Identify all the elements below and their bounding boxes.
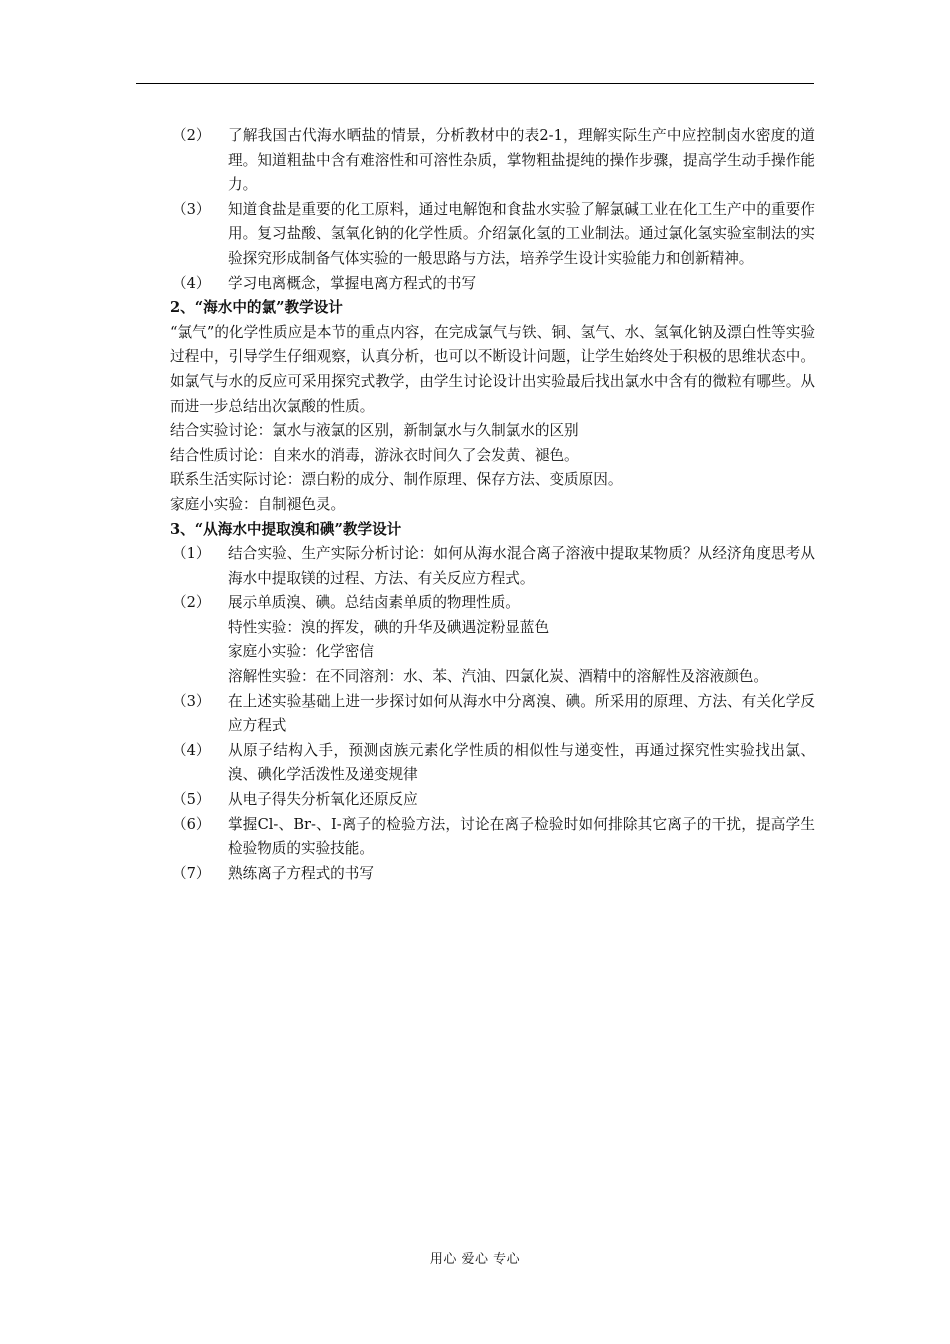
item-text: 从原子结构入手，预测卤族元素化学性质的相似性与递变性，再通过探究性实验找出氯、溴、碘化学活泼性及递变规律 <box>228 741 815 784</box>
list-item <box>170 813 815 862</box>
item-text: 从电子得失分析氧化还原反应 <box>228 791 418 809</box>
list-item <box>170 739 815 788</box>
discussion-line: 家庭小实验：自制褪色灵。 <box>170 495 346 513</box>
item-number: （4） <box>172 741 211 759</box>
list-item <box>170 690 815 739</box>
item-number: （3） <box>172 692 211 710</box>
list-item <box>170 788 815 813</box>
item-text: 结合实验、生产实际分析讨论：如何从海水混合离子溶液中提取某物质？从经济角度思考从海水中提取镁的过程、方法、有关反应方程式。 <box>228 545 815 587</box>
discussion-line: 结合性质讨论：自来水的消毒，游泳衣时间久了会发黄、褪色。 <box>170 446 579 464</box>
item-text: 展示单质溴、碘。总结卤素单质的物理性质。 <box>228 594 520 612</box>
list-item <box>170 198 815 272</box>
item-text: 熟练离子方程式的书写 <box>228 864 374 882</box>
item-text: 了解我国古代海水晒盐的情景，分析教材中的表2-1，理解实际生产中应控制卤水密度的道理。知道粗盐中含有难溶性和可溶性杂质，掌物粗盐提纯的操作步骤，提高学生动手操作能力。 <box>228 127 815 194</box>
sub-line: 溶解性实验：在不同溶剂：水、苯、汽油、四氯化炭、酒精中的溶解性及溶液颜色。 <box>228 668 768 686</box>
item-body <box>228 591 815 689</box>
list-item <box>170 591 815 689</box>
section-paragraph: “氯气”的化学性质应是本节的重点内容，在完成氯气与铁、铜、氢气、水、氢氧化钠及漂白性等实验过程中，引导学生仔细观察，认真分析，也可以不断设计问题，让学生始终处于积极的思维状态中。如氯气与水的反应可采用探究式教学，由学生讨论设计出实验最后找出氯水中含有的微粒有哪些。从而进一步总结出次氯酸的性质。 <box>170 323 815 415</box>
page-footer: 用心 爱心 专心 <box>429 1252 521 1267</box>
item-text: 在上述实验基础上进一步探讨如何从海水中分离溴、碘。所采用的原理、方法、有关化学反应方程式 <box>228 692 815 735</box>
header-rule <box>136 83 814 84</box>
sub-line: 家庭小实验：化学密信 <box>228 643 374 661</box>
content-body <box>170 124 815 886</box>
item-number: （2） <box>172 127 211 144</box>
item-number: （5） <box>172 791 211 809</box>
list-item <box>170 862 815 887</box>
item-number: （1） <box>172 545 211 563</box>
section-heading: 3、“从海水中提取溴和碘”教学设计 <box>170 520 402 538</box>
discussion-line: 联系生活实际讨论：漂白粉的成分、制作原理、保存方法、变质原因。 <box>170 471 623 489</box>
item-text: 掌握Cl-、Br-、I-离子的检验方法，讨论在离子检验时如何排除其它离子的干扰，提高学生检验物质的实验技能。 <box>228 815 815 858</box>
list-item <box>170 542 815 591</box>
list-item <box>170 124 815 198</box>
item-text: 学习电离概念，掌握电离方程式的书写 <box>228 274 477 292</box>
item-number: （6） <box>172 815 211 833</box>
sub-line: 特性实验：溴的挥发，碘的升华及碘遇淀粉显蓝色 <box>228 618 550 636</box>
item-number: （2） <box>172 594 211 612</box>
section-heading: 2、“海水中的氯”教学设计 <box>170 299 343 317</box>
item-number: （3） <box>172 200 211 218</box>
item-number: （4） <box>172 274 211 292</box>
item-text: 知道食盐是重要的化工原料，通过电解饱和食盐水实验了解氯碱工业在化工生产中的重要作用。复习盐酸、氢氧化钠的化学性质。介绍氯化氢的工业制法。通过氯化氢实验室制法的实验探究形成制备气体实验的一般思路与方法，培养学生设计实验能力和创新精神。 <box>228 200 815 267</box>
discussion-line: 结合实验讨论：氯水与液氯的区别，新制氯水与久制氯水的区别 <box>170 422 579 440</box>
item-number: （7） <box>172 864 211 882</box>
list-item <box>170 272 815 297</box>
